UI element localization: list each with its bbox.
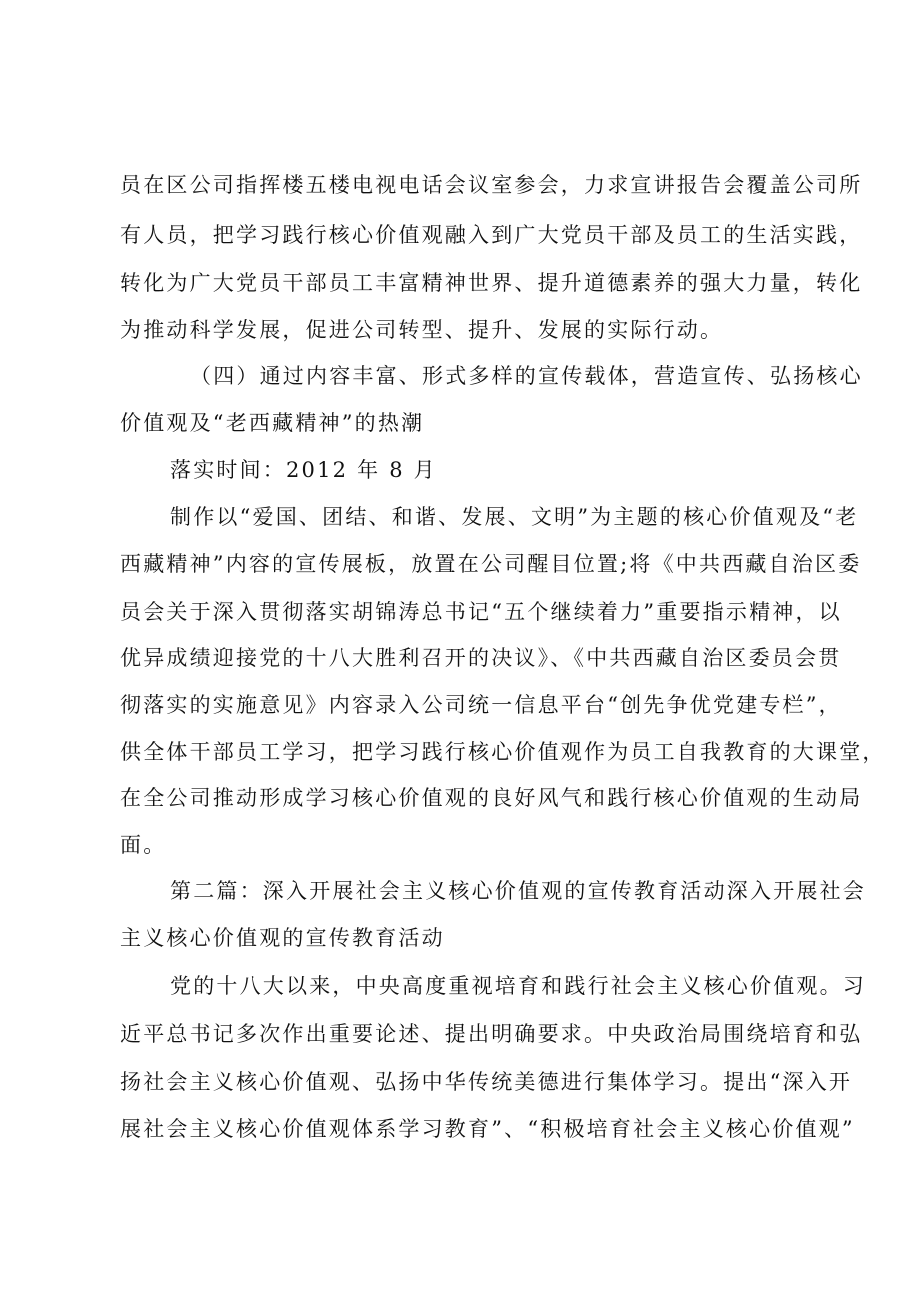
paragraph-2-line-2: 西藏精神”内容的宣传展板，放置在公司醒目位置;将《中共西藏自治区委	[120, 552, 862, 576]
paragraph-2-line-1: 制作以“爱国、团结、和谐、发展、文明”为主题的核心价值观及“老	[170, 505, 859, 529]
paragraph-3-line-1: 党的十八大以来，中央高度重视培育和践行社会主义核心价值观。习	[170, 974, 866, 998]
paragraph-3-line-4: 展社会主义核心价值观体系学习教育”、“积极培育社会主义核心价值观”	[120, 1117, 855, 1141]
paragraph-2-line-3: 员会关于深入贯彻落实胡锦涛总书记“五个继续着力”重要指示精神，以	[120, 600, 842, 624]
part-two-title-line-1: 第二篇：深入开展社会主义核心价值观的宣传教育活动深入开展社会	[170, 879, 866, 903]
paragraph-2-line-4: 优异成绩迎接党的十八大胜利召开的决议》、《中共西藏自治区委员会贯	[120, 646, 842, 670]
section-heading-4-line-2: 价值观及“老西藏精神”的热潮	[120, 411, 425, 435]
paragraph-1-line-4: 为推动科学发展，促进公司转型、提升、发展的实际行动。	[120, 318, 724, 342]
paragraph-3-line-3: 扬社会主义核心价值观、弘扬中华传统美德进行集体学习。提出“深入开	[120, 1070, 853, 1094]
paragraph-2-line-7: 在全公司推动形成学习核心价值观的良好风气和践行核心价值观的生动局	[120, 786, 863, 810]
paragraph-2-line-8: 面。	[120, 833, 167, 857]
paragraph-1-line-3: 转化为广大党员干部员工丰富精神世界、提升道德素养的强大力量，转化	[120, 271, 863, 295]
implementation-time: 落实时间：2012 年 8 月	[170, 458, 437, 482]
section-heading-4-line-1: （四）通过内容丰富、形式多样的宣传载体，营造宣传、弘扬核心	[190, 364, 863, 388]
paragraph-1-line-2: 有人员，把学习践行核心价值观融入到广大党员干部及员工的生活实践，	[120, 223, 863, 247]
paragraph-2-line-6: 供全体干部员工学习，把学习践行核心价值观作为员工自我教育的大课堂，	[120, 740, 886, 764]
paragraph-1-line-1: 员在区公司指挥楼五楼电视电话会议室参会，力求宣讲报告会覆盖公司所	[120, 173, 863, 197]
paragraph-2-line-5: 彻落实的实施意见》内容录入公司统一信息平台“创先争优党建专栏”，	[120, 693, 842, 717]
paragraph-3-line-2: 近平总书记多次作出重要论述、提出明确要求。中央政治局围绕培育和弘	[120, 1022, 863, 1046]
part-two-title-line-2: 主义核心价值观的宣传教育活动	[120, 926, 445, 950]
